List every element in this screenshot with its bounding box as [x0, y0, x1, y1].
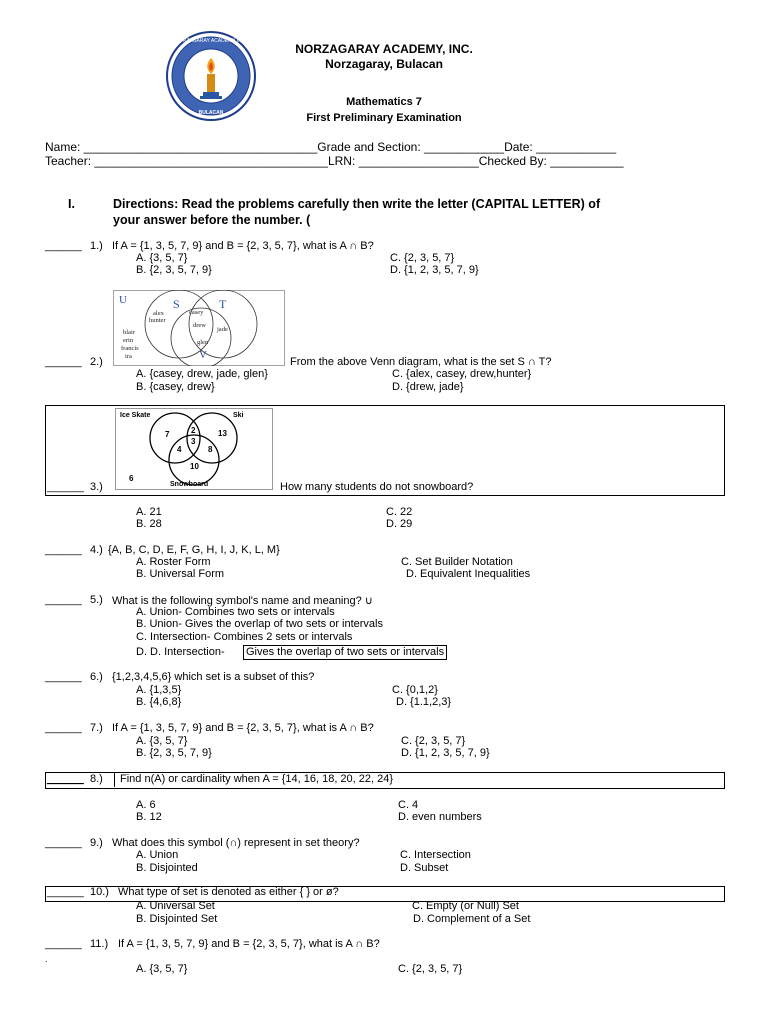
question-number: 8.)	[90, 773, 103, 785]
choice-d: D. {1, 2, 3, 5, 7, 9}	[401, 747, 490, 759]
choice-c: C. 22	[386, 506, 413, 518]
form-line-teacher[interactable]: Teacher: ___________________________________LRN: __________________Checked By: ___________	[45, 154, 624, 168]
question-number: 9.)	[90, 837, 103, 849]
form-line-name[interactable]: Name: ___________________________________Grade and Section: ____________Date: ____________	[45, 140, 617, 154]
venn2-count-ice-snow: 4	[177, 445, 182, 454]
venn2-count-ski-only: 13	[218, 429, 227, 438]
exam-title: First Preliminary Examination	[306, 112, 462, 124]
question-8-divider	[114, 772, 115, 787]
question-number: 5.)	[90, 594, 103, 606]
choice-c: C. Intersection- Combines 2 sets or intervals	[136, 631, 353, 643]
question-text: What type of set is denoted as either { } or ø?	[118, 886, 339, 898]
venn-name-francis: francis	[121, 345, 139, 352]
question-text: If A = {1, 3, 5, 7, 9} and B = {2, 3, 5, 7}, what is A ∩ B?	[118, 938, 380, 950]
answer-blank[interactable]: ______	[45, 544, 82, 556]
venn-label-v: V	[199, 349, 207, 361]
choice-c: C. {2, 3, 5, 7}	[401, 735, 466, 747]
logo-bottom-text: BULACAN	[198, 110, 224, 116]
choice-b: B. Disjointed	[136, 862, 198, 874]
choice-d: D. Complement of a Set	[413, 913, 531, 925]
venn2-label-snowboard: Snowboard	[170, 481, 209, 488]
subject-title: Mathematics 7	[346, 96, 422, 108]
answer-blank[interactable]: ______	[45, 240, 82, 252]
choice-b: B. {4,6,8}	[136, 696, 182, 708]
venn-diagram-sports	[115, 408, 273, 490]
answer-blank[interactable]: ______	[47, 773, 84, 785]
logo-top-text: NORZAGARAY ACADEMY INC.	[175, 38, 247, 44]
choice-a: A. Universal Set	[136, 900, 215, 912]
venn2-count-ski-snow: 8	[208, 445, 213, 454]
choice-b: B. {2, 3, 5, 7, 9}	[136, 747, 212, 759]
question-number: 10.)	[90, 886, 109, 898]
question-text: If A = {1, 3, 5, 7, 9} and B = {2, 3, 5, 7}, what is A ∩ B?	[112, 722, 374, 734]
choice-a: A. {3, 5, 7}	[136, 735, 188, 747]
answer-blank[interactable]: ______	[47, 886, 84, 898]
choice-d: D. Subset	[400, 862, 449, 874]
question-number: 1.)	[90, 240, 103, 252]
venn2-count-snow-only: 10	[190, 462, 199, 471]
choice-c: C. Empty (or Null) Set	[412, 900, 519, 912]
venn-name-glen: glen	[197, 339, 209, 346]
choice-d-prefix: D. D. Intersection-	[136, 646, 225, 658]
choice-a: A. Roster Form	[136, 556, 211, 568]
choice-c: C. {alex, casey, drew,hunter}	[392, 368, 532, 380]
choice-b: B. Union- Gives the overlap of two sets or intervals	[136, 618, 383, 630]
choice-d: D. {1.1,2,3}	[396, 696, 452, 708]
venn2-count-all: 3	[191, 437, 196, 446]
choice-c: C. {2, 3, 5, 7}	[398, 963, 463, 975]
footnote-mark: .	[45, 954, 48, 964]
question-text: If A = {1, 3, 5, 7, 9} and B = {2, 3, 5, 7}, what is A ∩ B?	[112, 240, 374, 252]
answer-blank[interactable]: ______	[47, 481, 84, 493]
choice-d: D. {drew, jade}	[392, 381, 464, 393]
section-numeral: I.	[68, 197, 75, 211]
venn-name-jade: jade	[217, 326, 228, 333]
directions-line2: your answer before the number. (	[113, 213, 311, 227]
choice-a: A. {3, 5, 7}	[136, 963, 188, 975]
question-text: How many students do not snowboard?	[280, 481, 474, 493]
question-number: 3.)	[90, 481, 103, 493]
venn2-label-iceskate: Ice Skate	[120, 412, 151, 419]
choice-b: B. Universal Form	[136, 568, 225, 580]
venn-name-alex: alex	[153, 310, 164, 317]
venn2-count-ice-ski: 2	[191, 426, 196, 435]
choice-c: C. {2, 3, 5, 7}	[390, 252, 455, 264]
choice-a: A. {casey, drew, jade, glen}	[136, 368, 268, 380]
question-number: 2.)	[90, 356, 103, 368]
choice-d: D. even numbers	[398, 811, 482, 823]
question-text: From the above Venn diagram, what is the set S ∩ T?	[290, 356, 552, 368]
venn-name-blair: blair	[123, 329, 135, 336]
school-location: Norzagaray, Bulacan	[325, 57, 443, 71]
choice-c: C. Set Builder Notation	[401, 556, 513, 568]
venn-name-drew: drew	[193, 322, 206, 329]
choice-b: B. 12	[136, 811, 162, 823]
venn2-count-iceskate-only: 7	[165, 430, 170, 439]
question-text: What does this symbol (∩) represent in set theory?	[112, 837, 360, 849]
choice-a: A. Union- Combines two sets or intervals	[136, 606, 335, 618]
venn-name-casey: casey	[189, 309, 204, 316]
choice-b: B. {casey, drew}	[136, 381, 215, 393]
choice-d: D. {1, 2, 3, 5, 7, 9}	[390, 264, 479, 276]
choice-a: A. 21	[136, 506, 162, 518]
venn-label-t: T	[219, 297, 227, 311]
answer-blank[interactable]: ______	[45, 722, 82, 734]
choice-b: B. Disjointed Set	[136, 913, 218, 925]
answer-blank[interactable]: ______	[45, 671, 82, 683]
school-name: NORZAGARAY ACADEMY, INC.	[295, 42, 473, 56]
question-text: Find n(A) or cardinality when A = {14, 16, 18, 20, 22, 24}	[120, 773, 394, 785]
choice-d: D. 29	[386, 518, 413, 530]
answer-blank[interactable]: ______	[45, 594, 82, 606]
choice-d-boxed: Gives the overlap of two sets or intervals	[243, 645, 447, 660]
question-number: 4.)	[90, 544, 103, 556]
answer-blank[interactable]: ______	[45, 837, 82, 849]
venn2-label-ski: Ski	[233, 412, 244, 419]
choice-b: B. {2, 3, 5, 7, 9}	[136, 264, 212, 276]
venn-diagram-names	[113, 290, 285, 366]
choice-d: D. Equivalent Inequalities	[406, 568, 531, 580]
choice-a: A. Union	[136, 849, 179, 861]
choice-a: A. 6	[136, 799, 156, 811]
question-number: 11.)	[90, 938, 109, 950]
answer-blank[interactable]: ______	[45, 356, 82, 368]
choice-c: C. {0,1,2}	[392, 684, 438, 696]
venn2-count-none: 6	[129, 474, 134, 483]
choice-c: C. 4	[398, 799, 419, 811]
venn-label-u: U	[119, 294, 127, 306]
question-number: 7.)	[90, 722, 103, 734]
choice-b: B. 28	[136, 518, 162, 530]
directions-line1: Directions: Read the problems carefully then write the letter (CAPITAL LETTER) of	[113, 197, 601, 211]
question-text: {1,2,3,4,5,6} which set is a subset of this?	[112, 671, 315, 683]
question-number: 6.)	[90, 671, 103, 683]
choice-c: C. Intersection	[400, 849, 471, 861]
question-text: What is the following symbol's name and meaning? ∪	[112, 595, 373, 607]
venn-name-erin: erin	[123, 337, 134, 344]
answer-blank[interactable]: ______	[45, 938, 82, 950]
venn-name-hunter: hunter	[149, 317, 166, 324]
choice-a: A. {3, 5, 7}	[136, 252, 188, 264]
venn-name-ira: ira	[125, 353, 132, 360]
choice-a: A. {1,3,5}	[136, 684, 182, 696]
venn-label-s: S	[173, 297, 180, 311]
question-text: {A, B, C, D, E, F, G, H, I, J, K, L, M}	[108, 544, 280, 556]
